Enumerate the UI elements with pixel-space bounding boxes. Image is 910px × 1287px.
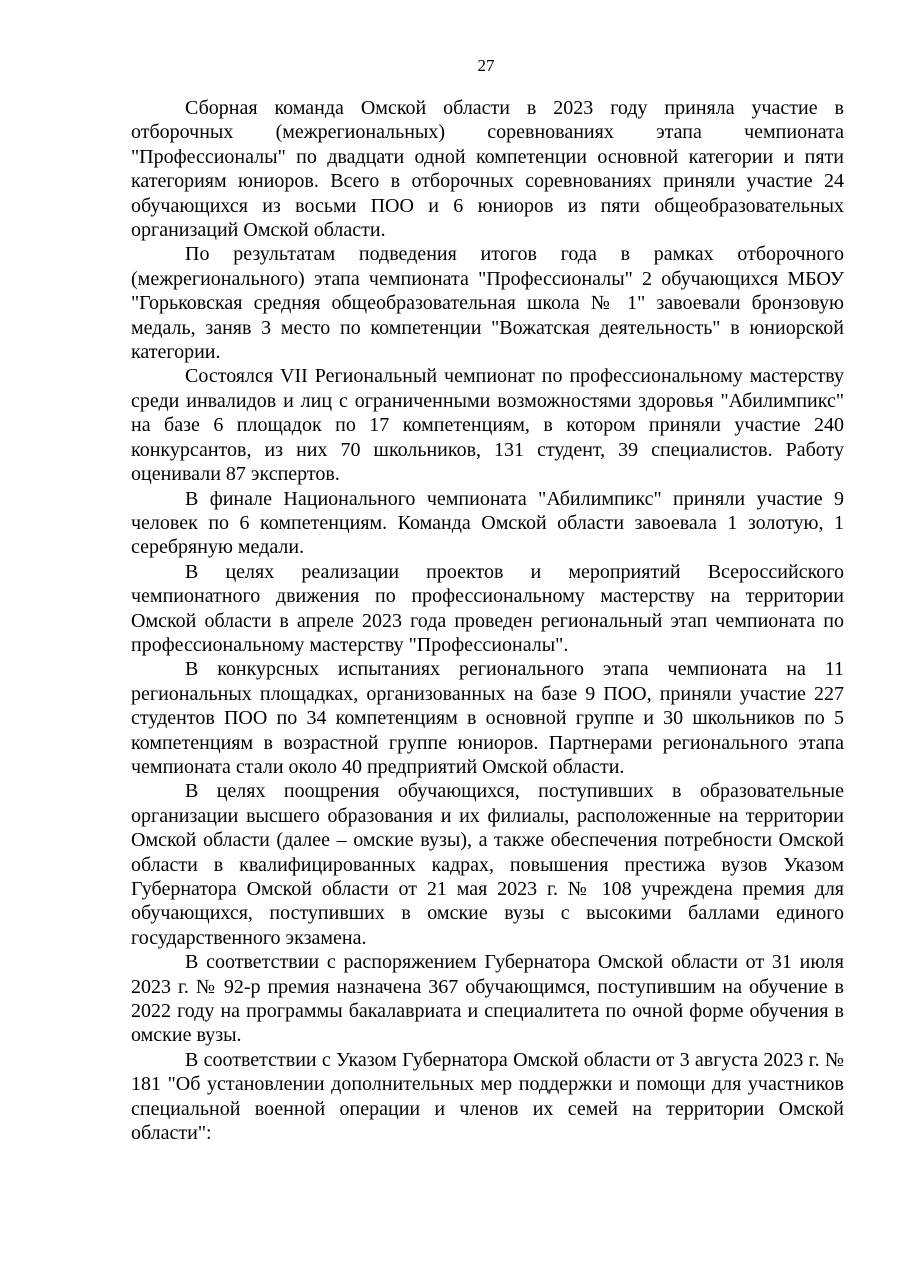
paragraph: Сборная команда Омской области в 2023 году приняла участие в отборочных (межрегиональных) соревнованиях этапа чемпионата "Профессионалы" по двадцати одной компетенции основной категории и пяти категориям юниоров. Всего в отборочных соревнованиях приняли участие 24 обучающихся из восьми ПОО и 6 юниоров из пяти общеобразовательных организаций Омской области.: [131, 97, 844, 242]
paragraph: В соответствии с Указом Губернатора Омской области от 3 августа 2023 г. № 181 "Об установлении дополнительных мер поддержки и помощи для участников специальной военной операции и членов их семей на территории Омской области":: [131, 1048, 844, 1145]
page-number: 27: [477, 56, 495, 75]
paragraph: В целях поощрения обучающихся, поступивших в образовательные организации высшего образования и их филиалы, расположенные на территории Омской области (далее – омские вузы), а также обеспечения потребности Омской области в квалифицированных кадрах, повышения престижа вузов Указом Губернатора Омской области от 21 мая 2023 г. № 108 учреждена премия для обучающихся, поступивших в омские вузы с высокими баллами единого государственного экзамена.: [131, 780, 844, 949]
paragraph: По результатам подведения итогов года в рамках отборочного (межрегионального) этапа чемпионата "Профессионалы" 2 обучающихся МБОУ "Горьковская средняя общеобразовательная школа № 1" завоевали бронзовую медаль, заняв 3 место по компетенции "Вожатская деятельность" в юниорской категории.: [131, 243, 844, 364]
paragraph: В финале Национального чемпионата "Абилимпикс" приняли участие 9 человек по 6 компетенциям. Команда Омской области завоевала 1 золотую, 1 серебряную медали.: [131, 487, 844, 559]
paragraph: В целях реализации проектов и мероприятий Всероссийского чемпионатного движения по профессиональному мастерству на территории Омской области в апреле 2023 года проведен региональный этап чемпионата по профессиональному мастерству "Профессионалы".: [131, 560, 844, 656]
paragraph: Состоялся VII Региональный чемпионат по профессиональному мастерству среди инвалидов и лиц с ограниченными возможностями здоровья "Абилимпикс" на базе 6 площадок по 17 компетенциям, в котором приняли участие 240 конкурсантов, из них 70 школьников, 131 студент, 39 специалистов. Работу оценивали 87 экспертов.: [131, 365, 844, 486]
paragraph: В конкурсных испытаниях регионального этапа чемпионата на 11 региональных площадках, организованных на базе 9 ПОО, приняли участие 227 студентов ПОО по 34 компетенциям в основной группе и 30 школьников по 5 компетенциям в возрастной группе юниоров. Партнерами регионального этапа чемпионата стали около 40 предприятий Омской области.: [131, 658, 844, 778]
body-text: [131, 96, 844, 1145]
paragraph: В соответствии с распоряжением Губернатора Омской области от 31 июля 2023 г. № 92-р премия назначена 367 обучающимся, поступившим на обучение в 2022 году на программы бакалавриата и специалитета по очной форме обучения в омские вузы.: [131, 951, 844, 1047]
